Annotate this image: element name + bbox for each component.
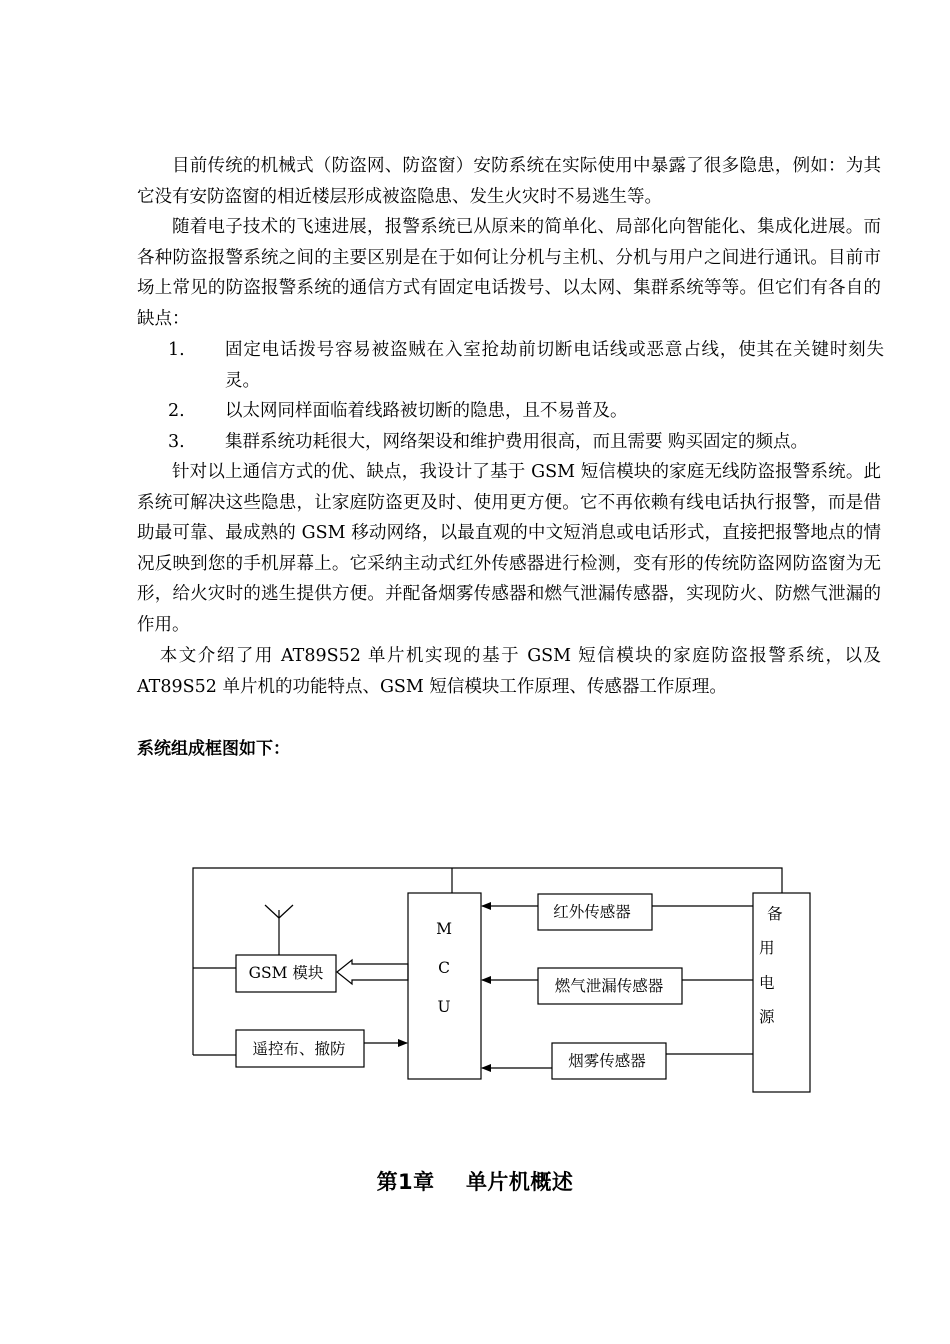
chapter-number: 第1章 (376, 1170, 435, 1194)
top-bus-line (193, 868, 782, 1055)
mcu-label-u: U (437, 998, 451, 1016)
list-text: 固定电话拨号容易被盗贼在入室抢劫前切断电话线或恶意占线，使其在关键时刻失灵。 (225, 340, 884, 391)
smoke-sensor-label: 烟雾传感器 (568, 1052, 646, 1070)
diagram-heading: 系统组成框图如下： (137, 739, 290, 759)
mcu-to-gsm-hollow-arrow (337, 960, 408, 984)
paragraph-intro: 目前传统的机械式（防盗网、防盗窗）安防系统在实际使用中暴露了很多隐患，例如：为其它没有安防盗窗的相近楼层形成被盗隐患、发生火灾时不易逃生等。 (137, 156, 881, 207)
infrared-sensor-label: 红外传感器 (553, 903, 631, 921)
chapter-heading (0, 1166, 950, 1196)
power-label-3: 电 (759, 974, 775, 992)
remote-control-label: 遥控布、撤防 (252, 1040, 346, 1058)
power-label-2: 用 (759, 939, 775, 957)
antenna-icon (265, 905, 293, 955)
list-number: 3. (168, 432, 185, 452)
list-number: 2. (168, 401, 185, 421)
list-number: 1. (168, 340, 185, 360)
power-label-4: 源 (759, 1008, 775, 1026)
list-text: 集群系统功耗很大，网络架设和维护费用很高，而且需要 购买固定的频点。 (225, 432, 809, 452)
list-text: 以太网同样面临着线路被切断的隐患，且不易普及。 (225, 401, 628, 421)
paragraph-summary: 本文介绍了用 AT89S52 单片机实现的基于 GSM 短信模块的家庭防盗报警系统，以及 AT89S52 单片机的功能特点、GSM 短信模块工作原理、传感器工作原理。 (137, 646, 881, 697)
paragraph-development: 随着电子技术的飞速进展，报警系统已从原来的简单化、局部化向智能化、集成化进展。而各种防盗报警系统之间的主要区别是在于如何让分机与主机、分机与用户之间进行通讯。目前市场上常见的防盗报警系统的通信方式有固定电话拨号、以太网、集群系统等等。但它们有各自的缺点： (137, 217, 881, 329)
chapter-title-text: 单片机概述 (465, 1170, 574, 1194)
gsm-module-label: GSM 模块 (248, 964, 324, 982)
gas-sensor-label: 燃气泄漏传感器 (554, 977, 664, 995)
mcu-label-c: C (438, 959, 450, 977)
paragraph-design: 针对以上通信方式的优、缺点，我设计了基于 GSM 短信模块的家庭无线防盗报警系统。此系统可解决这些隐患，让家庭防盗更及时、使用更方便。它不再依赖有线电话执行报警，而是借助最可靠、最成熟的 GSM 移动网络，以最直观的中文短消息或电话形式，直接把报警地点的情况反映到您的手机屏幕上。它采纳主动式红外传感器进行检测，变有形的传统防盗网防盗窗为无形，给火灾时的逃生提供方便。并配备烟雾传感器和燃气泄漏传感器，实现防火、防燃气泄漏的作用。 (137, 462, 881, 635)
mcu-label-m: M (436, 920, 452, 938)
power-label-1: 备 (767, 905, 783, 923)
